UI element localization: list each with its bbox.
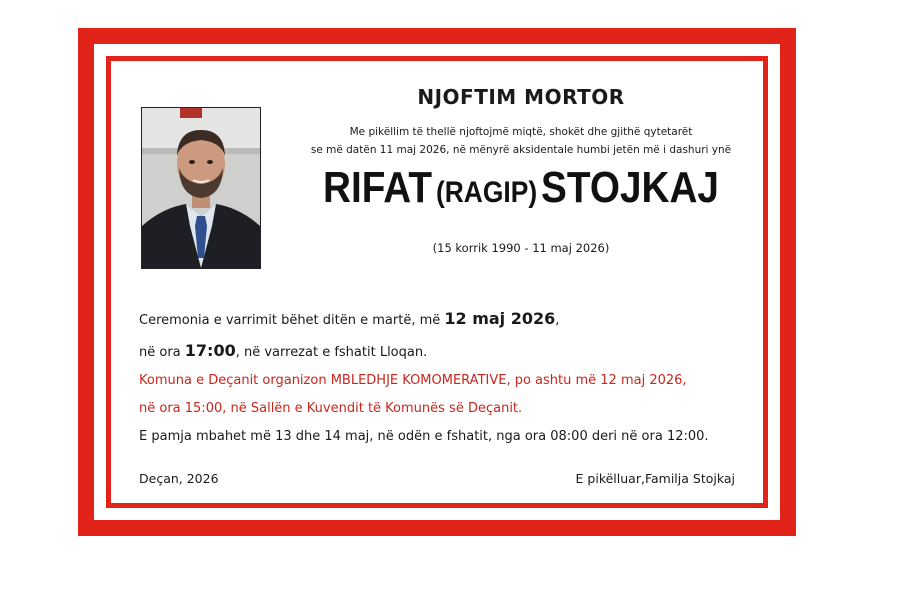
footer-place-year: Deçan, 2026	[139, 471, 219, 486]
portrait-image	[142, 108, 260, 268]
life-dates: (15 korrik 1990 - 11 maj 2026)	[432, 241, 610, 255]
intro-line-2: se më datën 11 maj 2026, në mënyrë aksidentale humbi jetën më i dashuri ynë	[310, 144, 732, 156]
ceremony-line-1-suffix: ,	[555, 313, 560, 328]
ceremony-line-2	[139, 341, 427, 360]
name-first: RIFAT	[323, 163, 433, 212]
footer-family: E pikëlluar,Familja Stojkaj	[575, 471, 735, 486]
notice-title: NJOFTIM MORTOR	[417, 85, 625, 109]
obituary-notice	[78, 28, 796, 536]
ceremony-date: 12 maj 2026	[444, 309, 556, 328]
intro-text	[261, 123, 781, 159]
ceremony-line-1-prefix: Ceremonia e varrimit bëhet ditën e martë, më	[139, 313, 445, 328]
name-last: STOJKAJ	[541, 163, 719, 212]
ceremony-line-1	[139, 309, 559, 328]
inner-red-border	[106, 56, 768, 508]
visitation-line: E pamja mbahet më 13 dhe 14 maj, në odën e fshatit, nga ora 08:00 deri në ora 12:00.	[139, 429, 709, 444]
ceremony-time: 17:00	[184, 341, 236, 360]
notice-content	[111, 61, 763, 503]
ceremony-line-2-suffix: , në varrezat e fshatit Lloqan.	[235, 345, 428, 360]
commemorative-line-1: Komuna e Deçanit organizon MBLEDHJE KOMOMERATIVE, po ashtu më 12 maj 2026,	[139, 373, 687, 388]
outer-white-band	[94, 44, 780, 520]
deceased-photo	[141, 107, 261, 269]
intro-line-1: Me pikëllim të thellë njoftojmë miqtë, shokët dhe gjithë qytetarët	[349, 126, 693, 138]
ceremony-line-2-prefix: në ora	[139, 345, 185, 360]
name-nickname: (RAGIP)	[435, 176, 538, 209]
commemorative-line-2: në ora 15:00, në Sallën e Kuvendit të Komunës së Deçanit.	[139, 401, 523, 416]
deceased-name	[292, 163, 750, 213]
